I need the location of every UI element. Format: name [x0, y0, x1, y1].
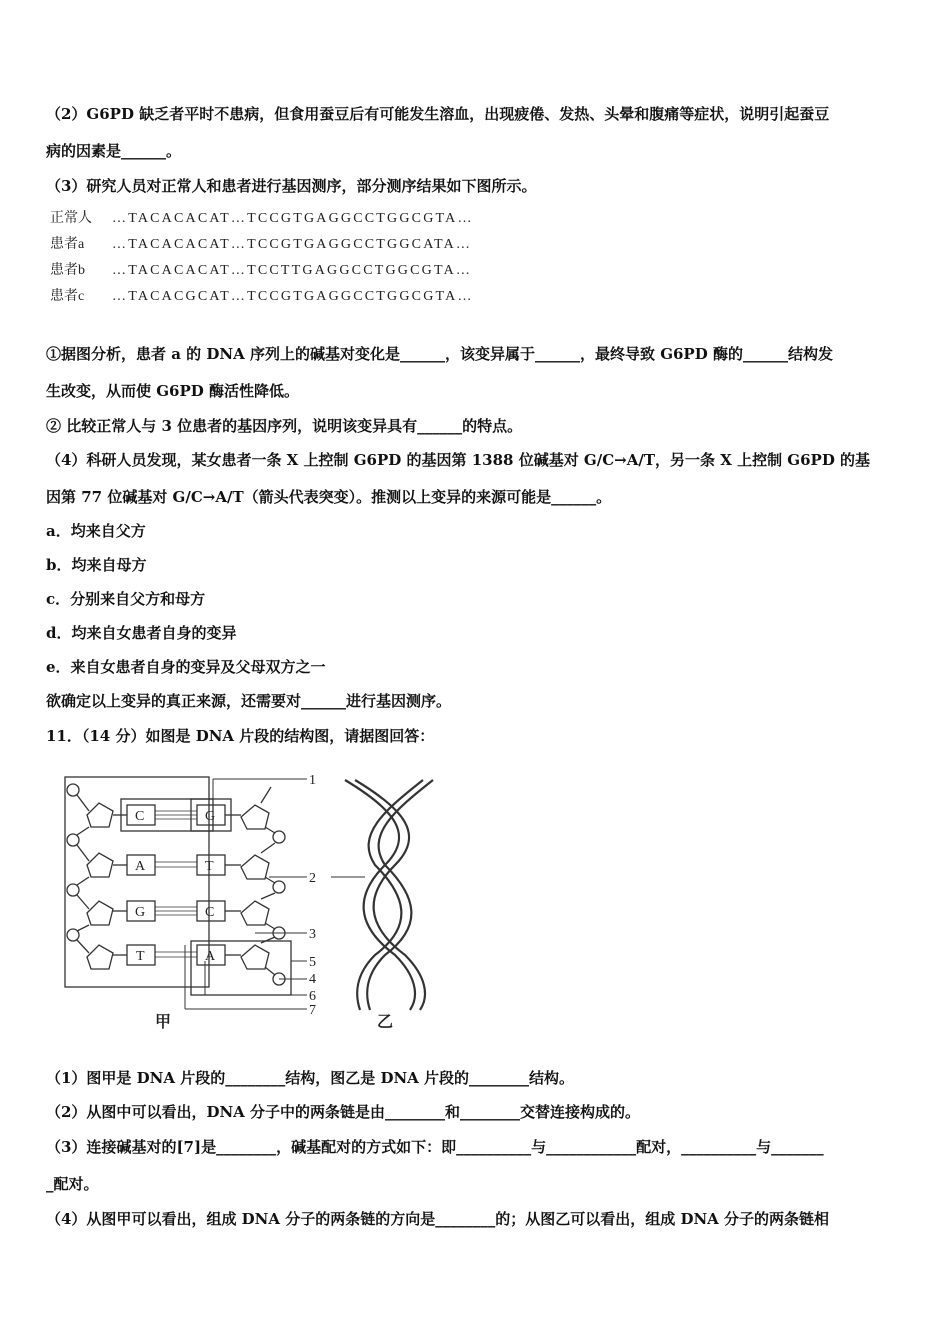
- sequence-label: 患者a: [50, 237, 85, 252]
- number-label: 1: [309, 773, 316, 788]
- q4-line-1: （4）科研人员发现，某女患者一条 X 上控制 G6PD 的基因第 1388 位碱基对 G/C→A/T，另一条 X 上控制 G6PD 的基: [46, 451, 871, 469]
- right-base-label: T: [205, 859, 214, 874]
- q4-option-a: a．均来自父方: [46, 522, 146, 540]
- q11-q2: （2）从图中可以看出，DNA 分子中的两条链是由________和________交替连接构成的。: [46, 1103, 641, 1121]
- left-base-label: A: [135, 859, 146, 874]
- q4-option-d: d．均来自女患者自身的变异: [46, 624, 237, 642]
- sequence-row: [50, 285, 474, 305]
- sequence-text: …TACACACAT…TCCGTGAGGCCTGGCGTA…: [112, 211, 474, 226]
- figure-label-yi: 乙: [377, 1014, 394, 1031]
- q3-sub2: ② 比较正常人与 3 位患者的基因序列，说明该变异具有______的特点。: [46, 417, 523, 435]
- right-base-label: C: [205, 905, 215, 920]
- left-base-label: G: [135, 905, 146, 920]
- sequence-row: [50, 259, 472, 279]
- q4-option-c: c．分别来自父方和母方: [46, 590, 206, 608]
- number-label: 3: [309, 927, 316, 942]
- sequence-label: 正常人: [50, 211, 92, 226]
- q4-line-2: 因第 77 位碱基对 G/C→A/T（箭头代表突变）。推测以上变异的来源可能是______。: [46, 488, 612, 506]
- q11-q1: （1）图甲是 DNA 片段的________结构，图乙是 DNA 片段的________结构。: [46, 1069, 575, 1087]
- sequence-label: 患者c: [50, 289, 85, 304]
- q3-intro: （3）研究人员对正常人和患者进行基因测序，部分测序结果如下图所示。: [46, 177, 537, 195]
- sequence-label: 患者b: [50, 263, 85, 278]
- q11-q3-line-2: _配对。: [46, 1175, 99, 1193]
- dna-structure-figure: [55, 765, 455, 1040]
- left-base-label: T: [136, 949, 145, 964]
- figure-label-jia: 甲: [155, 1014, 172, 1031]
- left-strand: [67, 784, 127, 969]
- q2-line-1: （2）G6PD 缺乏者平时不患病，但食用蚕豆后有可能发生溶血，出现疲倦、发热、头晕和腹痛等症状，说明引起蚕豆: [46, 105, 830, 123]
- number-label: 5: [309, 955, 316, 970]
- number-label: 7: [309, 1003, 316, 1018]
- q2-line-2: 病的因素是______。: [46, 142, 182, 160]
- number-label: 4: [309, 972, 316, 987]
- number-label: 2: [309, 871, 316, 886]
- q4-option-e: e．来自女患者自身的变异及父母双方之一: [46, 658, 326, 676]
- q11-q3-line-1: （3）连接碱基对的[7]是________，碱基配对的方式如下：即__________与____________配对，__________与_______: [46, 1138, 824, 1156]
- q11-q4: （4）从图甲可以看出，组成 DNA 分子的两条链的方向是________的；从图乙可以看出，组成 DNA 分子的两条链相: [46, 1210, 830, 1228]
- q3-sub1-line-1: ①据图分析，患者 a 的 DNA 序列上的碱基对变化是______，该变异属于______，最终导致 G6PD 酶的______结构发: [46, 345, 833, 363]
- q4-final: 欲确定以上变异的真正来源，还需要对______进行基因测序。: [46, 692, 452, 710]
- number-label: 6: [309, 989, 316, 1004]
- right-base-label: A: [205, 949, 216, 964]
- right-strand: [225, 787, 285, 985]
- sequence-row: [50, 233, 472, 253]
- sequence-row: [50, 207, 474, 227]
- double-helix: [345, 780, 433, 1010]
- left-base-label: C: [135, 809, 145, 824]
- right-base-label: G: [205, 809, 216, 824]
- sequence-text: …TACACGCAT…TCCGTGAGGCCTGGCGTA…: [112, 289, 474, 304]
- sequence-text: …TACACACAT…TCCGTGAGGCCTGGCATA…: [112, 237, 473, 252]
- q4-option-b: b．均来自母方: [46, 556, 147, 574]
- q11-title: 11．（14 分）如图是 DNA 片段的结构图，请据图回答：: [46, 727, 435, 745]
- q3-sub1-line-2: 生改变，从而使 G6PD 酶活性降低。: [46, 382, 299, 400]
- sequence-text: …TACACACAT…TCCTTGAGGCCTGGCGTA…: [112, 263, 473, 278]
